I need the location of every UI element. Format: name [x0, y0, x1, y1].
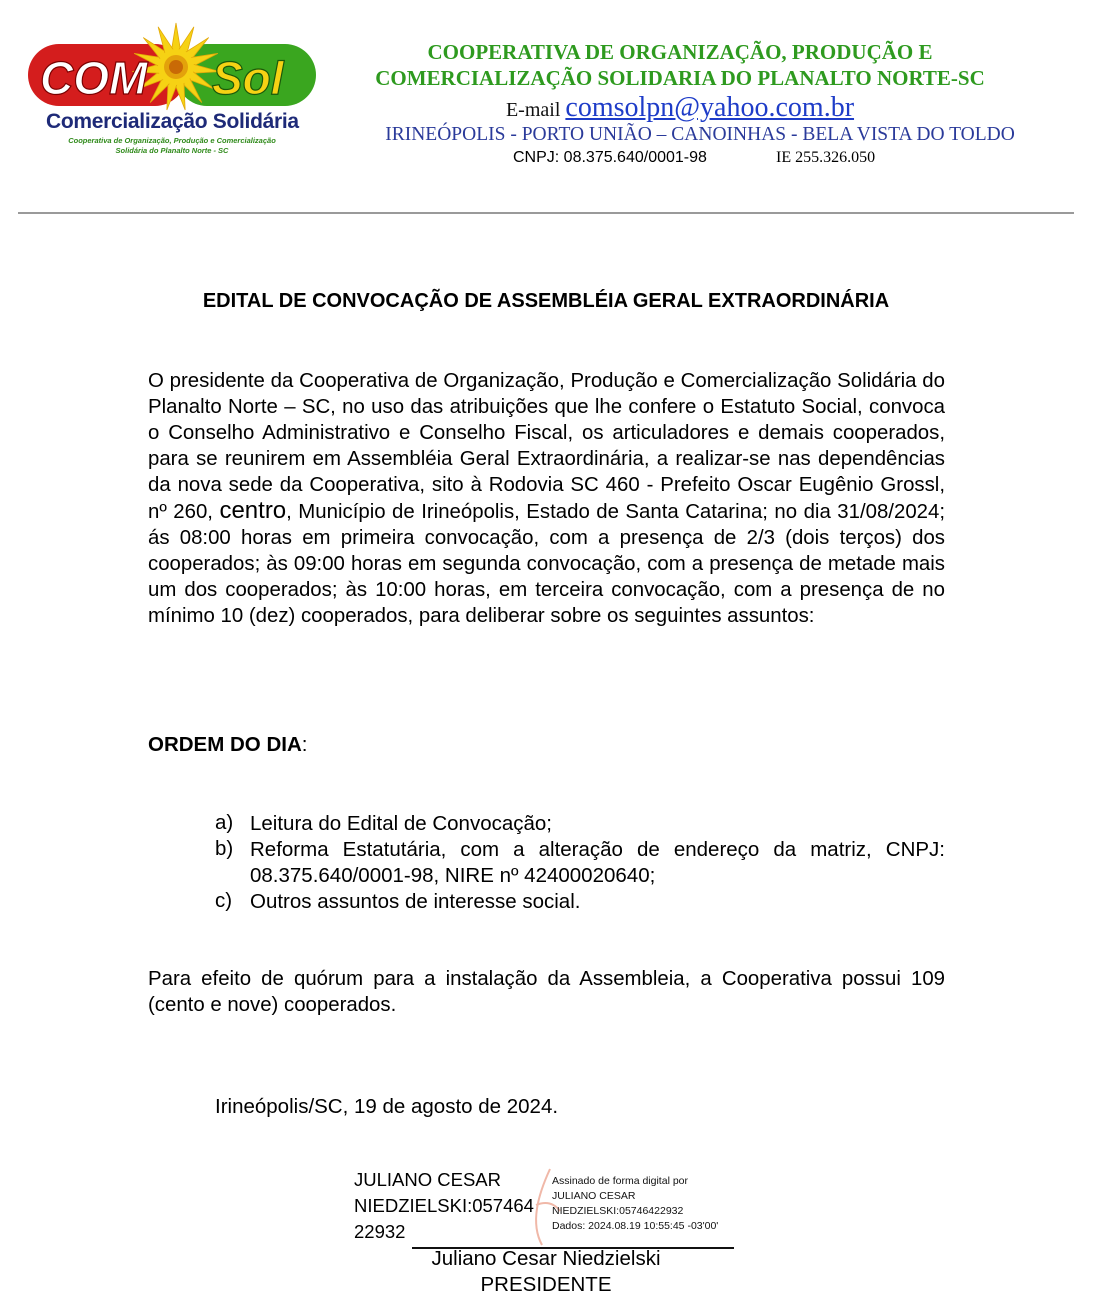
digital-sign-line-3: NIEDZIELSKI:05746422932: [552, 1205, 684, 1217]
ordem-colon: :: [301, 733, 308, 756]
logo-subtitle: Comercialização Solidária: [46, 110, 299, 133]
digital-sign-line-2: JULIANO CESAR: [552, 1190, 636, 1202]
digital-sign-line-1: Assinado de forma digital por: [552, 1175, 688, 1187]
intro-text-centro: centro: [219, 497, 287, 524]
document-title: EDITAL DE CONVOCAÇÃO DE ASSEMBLÉIA GERAL EXTRAORDINÁRIA: [202, 290, 890, 312]
cnpj: CNPJ: 08.375.640/0001-98: [513, 149, 707, 166]
signer-role: PRESIDENTE: [480, 1273, 612, 1296]
ordem-do-dia-heading: [148, 733, 307, 757]
intro-text-2: , Município de Irineópolis, Estado de Santa Catarina; no dia 31/08/2024; ás 08:00 horas em primeira convocação, com a presença de 2/3 (dois terços) dos cooperados; às 09:00 horas em segunda convocação, com a presença de metade mais um dos cooperados; às 10:00 horas, em terceira convocação, com a presença de no mínimo 10 (dez) cooperados, para deliberar sobre os seguintes assuntos:: [148, 501, 946, 627]
ordem-label: ORDEM DO DIA: [148, 733, 302, 756]
logo-small-line-2: Solidária do Planalto Norte - SC: [115, 146, 229, 155]
ie: IE 255.326.050: [776, 149, 876, 166]
logo-wordmark-com: COM: [40, 52, 148, 104]
logo-wordmark-sol: Sol: [212, 52, 284, 104]
list-item: Leitura do Edital de Convocação;: [250, 812, 553, 835]
signer-name-line-2: NIEDZIELSKI:057464: [354, 1195, 534, 1216]
org-name-line-1: COOPERATIVA DE ORGANIZAÇÃO, PRODUÇÃO E: [427, 40, 933, 64]
email-link[interactable]: comsolpn@yahoo.com.br: [565, 92, 855, 123]
signer-printed-name: Juliano Cesar Niedzielski: [431, 1247, 661, 1270]
list-item-marker: a): [215, 811, 234, 834]
logo-small-line-1: Cooperativa de Organização, Produção e Comercialização: [68, 136, 276, 145]
signer-name-line-3: 22932: [354, 1221, 406, 1242]
list-item: Outros assuntos de interesse social.: [250, 890, 581, 913]
intro-paragraph: [148, 368, 945, 629]
list-item: Reforma Estatutária, com a alteração de endereço da matriz, CNPJ: 08.375.640/0001-98, NIRE nº 42400020640;: [250, 838, 945, 887]
list-item-marker: c): [215, 889, 233, 912]
email-label: E-mail: [505, 99, 561, 121]
quorum-paragraph: Para efeito de quórum para a instalação da Assembleia, a Cooperativa possui 109 (cento e nove) cooperados.: [148, 968, 945, 1016]
signer-name-line-1: JULIANO CESAR: [354, 1169, 502, 1190]
intro-text-1: O presidente da Cooperativa de Organização, Produção e Comercialização Solidária do Planalto Norte – SC, no uso das atribuições que lhe confere o Estatuto Social, convoca o Conselho Administrativo e Conselho Fiscal, os articuladores e demais cooperados, para se reunirem em Assembléia Geral Extraordinária, a realizar-se nas dependências da nova sede da Cooperativa, sito à Rodovia SC 460 - Prefeito Oscar Eugênio Grossl, nº 260,: [148, 370, 945, 523]
digital-sign-line-4: Dados: 2024.08.19 10:55:45 -03'00': [552, 1220, 719, 1232]
header-divider: [18, 212, 1074, 214]
document-date: Irineópolis/SC, 19 de agosto de 2024.: [215, 1095, 559, 1118]
cities-line: IRINEÓPOLIS - PORTO UNIÃO – CANOINHAS - BELA VISTA DO TOLDO: [385, 124, 1015, 145]
email-row: [340, 92, 1020, 124]
org-name-line-2: COMERCIALIZAÇÃO SOLIDARIA DO PLANALTO NORTE-SC: [375, 66, 985, 90]
list-item-marker: b): [215, 837, 234, 860]
